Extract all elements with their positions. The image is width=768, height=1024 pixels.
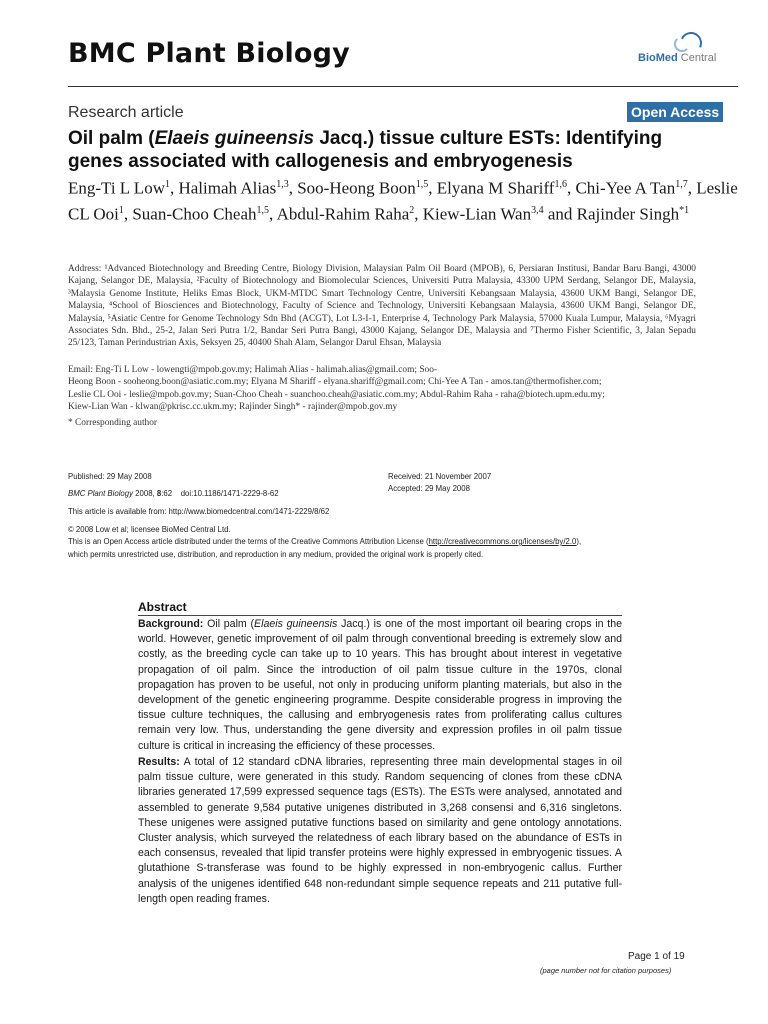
background-text-2: Jacq.) is one of the most important oil bearing crops in the world. However, genetic improvement of oil palm through conventional breeding is extremely slow and costly, as the breeding cycle can take up to 10 years. This has brought about interest in vegetative propagation of oil palm. Since the introduction of oil palm tissue culture in the 1970s, clonal propagation has proven to be useful, not only in producing uniform planting materials, but also in the development of the genetic engineering programme. Despite considerable progress in improving the tissue culture techniques, the callusing and embryogenesis rates from proliferating callus cultures remain very low. Thus, understanding the gene diversity and expression profiles in oil palm tissue culture is critical in increasing the efficiency of these processes. <box>138 618 622 752</box>
author-name: Rajinder Singh <box>576 204 680 224</box>
biomed-central-logo <box>638 32 738 72</box>
author-name: Eng-Ti L Low <box>68 178 165 198</box>
author-affiliation-marker: 1,5 <box>256 204 270 216</box>
author-separator: , <box>288 178 298 198</box>
citation-doi: :62 doi:10.1186/1471-2229-8-62 <box>161 489 279 498</box>
author-separator: , <box>428 178 437 198</box>
title-species: Elaeis guineensis <box>154 128 315 149</box>
corresponding-author-note: * Corresponding author <box>68 418 158 428</box>
title-part-1: Oil palm ( <box>68 128 155 149</box>
author-name: Halimah Alias <box>178 178 277 198</box>
citation-journal: BMC Plant Biology <box>68 489 134 498</box>
license-part-1: This is an Open Access article distributed under the terms of the Creative Commons Attribution License ( <box>68 537 429 546</box>
page-number-note: (page number not for citation purposes) <box>540 966 672 975</box>
author-affiliation-marker: 1,7 <box>675 179 688 190</box>
author-separator: , <box>414 204 423 224</box>
open-access-badge: Open Access <box>627 102 723 122</box>
published-date: Published: 29 May 2008 <box>68 472 152 481</box>
author-affiliation-marker: 1 <box>164 179 170 190</box>
title-part-2: Jacq.) tissue culture ESTs: Identifying genes associated with callogenesis and embryogenesis <box>68 128 663 172</box>
accepted-date: Accepted: 29 May 2008 <box>388 484 470 493</box>
logo-wordmark <box>638 52 716 64</box>
citation-volume: 8 <box>156 489 162 498</box>
author-separator: and <box>543 204 577 224</box>
copyright: © 2008 Low et al; licensee BioMed Central Ltd. <box>68 525 231 534</box>
background-text-1: Oil palm ( <box>203 618 255 630</box>
author-name: Elyana M Shariff <box>436 178 555 198</box>
author-name: Kiew-Lian Wan <box>422 204 532 224</box>
author-name: Suan-Choo Cheah <box>132 204 257 224</box>
results-text: A total of 12 standard cDNA libraries, representing three main developmental stages in oil palm tissue culture, were generated in this study. Random sequencing of clones from these cDNA libraries generated 17,599 expressed sequence tags (ESTs). The ESTs were analysed, annotated and assembled to generate 9,584 putative unigenes distributed in 3,268 consensi and 6,316 singletons. These unigenes were assigned putative functions based on similarity and gene ontology annotations. Cluster analysis, which surveyed the relatedness of each library based on the abundance of ESTs in each consensus, revealed that lipid transfer proteins were highly expressed in embryogenic tissues. A glutathione S-transferase was found to be highly expressed in non-embryogenic callus. Further analysis of the unigenes identified 648 non-redundant simple sequence repeats and 211 putative full-length open reading frames. <box>138 756 622 905</box>
license-part-2: ), <box>576 537 582 546</box>
citation-year: 2008, <box>133 489 157 498</box>
affiliations: Address: ¹Advanced Biotechnology and Breeding Centre, Biology Division, Malaysian Palm Oil Board (MPOB), 6, Persiaran Institusi, Bandar Baru Bangi, 43000 Kajang, Selangor DE, Malaysia, ²Faculty of Biotechnology and Biomolecular Sciences, Universiti Putra Malaysia, 43300 UPM Serdang, Selangor DE, Malaysia, ³Malaysia Genome Institute, Heliks Emas Block, UKM-MTDC Smart Technology Centre, Universiti Kebangsaan Malaysia, 43600 UKM Bangi, Selangor DE, Malaysia, ⁴School of Biosciences and Biotechnology, Faculty of Science and Technology, Universiti Kebangsaan Malaysia, 43600 UKM Bangi, Selangor DE, Malaysia, ⁵Asiatic Centre for Genome Technology Sdn Bhd (ACGT), Lot L3-I-1, Enterprise 4, Technology Park Malaysia, 57000 Kuala Lumpur, Malaysia, ⁶Myagri Associates Sdn. Bhd., 25-2, Jalan Seri Putra 1/2, Bandar Seri Putra Bangi, 43000 Kajang, Selangor DE, Malaysia and ⁷Thermo Fisher Scientific, 3, Jalan Sepadu 25/123, Taman Perindustrian Axis, Seksyen 25, 40400 Shah Alam, Selangor Darul Ehsan, Malaysia <box>68 264 696 349</box>
license-link[interactable]: http://creativecommons.org/licenses/by/2.0 <box>428 537 577 546</box>
author-name: Soo-Heong Boon <box>297 178 416 198</box>
author-affiliation-marker: 2 <box>409 204 415 216</box>
results-label: Results: <box>138 756 180 768</box>
article-url[interactable]: This article is available from: http://www.biomedcentral.com/1471-2229/8/62 <box>68 507 330 516</box>
author-name: Leslie CL Ooi <box>68 178 738 224</box>
background-species: Elaeis guineensis <box>254 618 338 630</box>
author-affiliation-marker: 3,4 <box>531 204 544 216</box>
email-list <box>68 364 696 414</box>
logo-central-text: Central <box>680 52 717 64</box>
article-type: Research article <box>68 104 184 121</box>
header-divider <box>68 86 738 87</box>
citation <box>68 487 279 500</box>
author-affiliation-marker: 1,5 <box>415 179 429 190</box>
author-affiliation-marker: *1 <box>679 204 690 216</box>
received-date: Received: 21 November 2007 <box>388 472 492 481</box>
email-line: Email: Eng-Ti L Low - lowengti@mpob.gov.my; Halimah Alias - halimah.alias@gmail.com; Soo- <box>68 365 438 375</box>
license-text <box>68 535 708 561</box>
author-affiliation-marker: 1 <box>118 204 124 216</box>
article-title <box>68 127 718 173</box>
author-list <box>68 174 738 225</box>
abstract-background <box>138 617 622 754</box>
abstract-results <box>138 755 622 907</box>
author-separator: , <box>566 178 576 198</box>
license-part-3: which permits unrestricted use, distribution, and reproduction in any medium, provided the original work is properly cited. <box>68 550 484 559</box>
page-number: Page 1 of 19 <box>628 951 685 962</box>
author-separator: , <box>269 204 277 224</box>
logo-inner-arc-icon <box>674 36 690 52</box>
email-line: Kiew-Lian Wan - klwan@pkrisc.cc.ukm.my; Rajinder Singh* - rajinder@mpob.gov.my <box>68 402 398 413</box>
author-affiliation-marker: 1,6 <box>554 179 567 190</box>
background-label: Background: <box>138 618 204 630</box>
logo-biomed-text: BioMed <box>638 52 678 64</box>
email-line: Heong Boon - sooheong.boon@asiatic.com.my; Elyana M Shariff - elyana.shariff@gmail.com; Chi-Yee A Tan - amos.tan@thermofisher.com; <box>68 377 602 388</box>
author-separator: , <box>169 178 179 198</box>
author-affiliation-marker: 1,3 <box>276 179 289 190</box>
author-separator: , <box>123 204 133 224</box>
abstract-divider <box>138 615 622 616</box>
abstract-heading: Abstract <box>138 600 187 614</box>
journal-title: BMC Plant Biology <box>68 38 350 69</box>
author-separator: , <box>687 178 697 198</box>
author-name: Chi-Yee A Tan <box>575 178 676 198</box>
author-name: Abdul-Rahim Raha <box>276 204 410 224</box>
email-line: Leslie CL Ooi - leslie@mpob.gov.my; Suan-Choo Cheah - suanchoo.cheah@asiatic.com.my; Abdul-Rahim Raha - raha@biotech.upm.edu.my; <box>68 389 605 400</box>
